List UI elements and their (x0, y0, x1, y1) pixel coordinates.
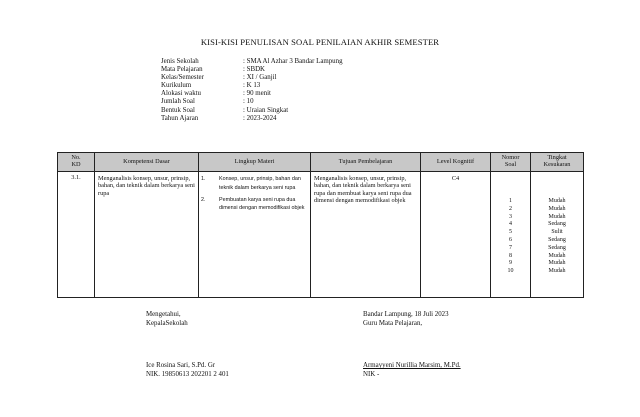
info-row (161, 82, 343, 90)
info-block (161, 58, 343, 123)
info-row (161, 107, 343, 115)
signature-left-name (146, 361, 229, 379)
nomor-item: 5 (509, 229, 512, 236)
signature-right-name (363, 361, 461, 379)
nomor-item: 3 (509, 213, 512, 220)
nomor-item: 6 (509, 236, 512, 243)
sig-kepala-sekolah: KepalaSekolah (146, 320, 188, 328)
info-value: : SMA Al Azhar 3 Bandar Lampung (243, 58, 343, 65)
cell-lingkup (199, 172, 311, 298)
info-key: Tahun Ajaran (161, 114, 199, 122)
signature-left (146, 310, 188, 328)
cell-level: C4 (421, 172, 491, 298)
nomor-item: 10 (507, 268, 514, 275)
cell-tujuan: Menganalisis konsep, unsur, prinsip, bahan, dan teknik dalam berkarya seni rupa dan membuat karya seni rupa dua dimensi dengan memodifikasi objek (311, 172, 421, 298)
kesukaran-item: Mudah (548, 268, 566, 275)
kesukaran-item: Mudah (548, 205, 566, 212)
info-row (161, 66, 343, 74)
kesukaran-item: Sedang (548, 221, 566, 228)
info-key: Bentuk Soal (161, 106, 195, 114)
info-value: : 90 menit (243, 90, 271, 98)
header-kompetensi: Kompetensi Dasar (95, 153, 199, 172)
sig-left-nik: NIK. 19850613 202201 2 401 (146, 371, 229, 379)
kesukaran-item: Sedang (548, 244, 566, 251)
table-header-row (58, 153, 584, 172)
nomor-item: 1 (509, 198, 512, 204)
kesukaran-item: Mudah (548, 252, 566, 259)
cell-nomor (491, 172, 531, 298)
info-value: : Uraian Singkat (243, 106, 289, 114)
info-value: : 2023-2024 (243, 114, 277, 122)
info-row (161, 58, 343, 66)
info-key: Mata Pelajaran (161, 66, 203, 74)
sig-guru: Guru Mata Pelajaran, (363, 320, 423, 328)
nomor-item: 9 (509, 260, 512, 267)
cell-kesukaran (531, 172, 584, 298)
signature-right (363, 310, 449, 328)
info-row (161, 98, 343, 106)
kisi-kisi-table (57, 152, 584, 298)
info-key: Jenis Sekolah (161, 58, 199, 65)
kesukaran-item: Mudah (548, 213, 566, 220)
kesukaran-item: Mudah (548, 260, 566, 267)
kesukaran-item: Sulit (551, 229, 563, 236)
cell-kd: 3.1. (58, 172, 95, 298)
sig-left-name: Ice Rosina Sari, S.Pd. Gr (146, 362, 216, 369)
header-level: Level Kognitif (421, 153, 491, 172)
header-tujuan: Tujuan Pembelajaran (311, 153, 421, 172)
info-row (161, 90, 343, 98)
info-value: : K 13 (243, 82, 261, 90)
lingkup-item: 1. Konsep, unsur, prinsip, bahan dan teknik dalam berkarya seni rupa (201, 176, 301, 191)
info-value: : XI / Ganjil (243, 74, 277, 82)
table-row (58, 172, 584, 298)
header-no-kd: No. KD (58, 153, 95, 172)
info-key: Jumlah Soal (161, 98, 195, 106)
lingkup-item: 2. Pembuatan karya seni rupa dua dimensi dengan memodifikasi objek (201, 196, 305, 212)
header-lingkup: Lingkup Materi (199, 153, 311, 172)
cell-kompetensi: Menganalisis konsep, unsur, prinsip, bahan, dan teknik dalam berkarya seni rupa (95, 172, 199, 298)
nomor-item: 4 (509, 221, 512, 228)
document-title: KISI-KISI PENULISAN SOAL PENILAIAN AKHIR SEMESTER (200, 37, 440, 47)
info-key: Kurikulum (161, 82, 192, 90)
sig-right-name: Armayyeni Nurillia Marsim, M.Pd. (363, 362, 461, 369)
nomor-item: 2 (509, 205, 512, 212)
info-value: : 10 (243, 98, 254, 106)
sig-mengetahui: Mengetahui, (146, 311, 181, 318)
info-row (161, 115, 343, 123)
nomor-item: 8 (509, 252, 512, 259)
info-value: : SBDK (243, 66, 266, 74)
sig-right-nik: NIK - (363, 371, 380, 379)
info-key: Kelas/Semester (161, 74, 204, 82)
header-tingkat: Tingkat Kesukaran (531, 153, 584, 172)
nomor-item: 7 (509, 244, 512, 251)
kesukaran-item: Sedang (548, 236, 566, 243)
info-row (161, 74, 343, 82)
sig-place-date: Bandar Lampung, 18 Juli 2023 (363, 311, 449, 318)
kesukaran-item: Mudah (548, 198, 566, 204)
info-key: Alokasi waktu (161, 90, 201, 98)
header-nomor: Nomor Soal (491, 153, 531, 172)
